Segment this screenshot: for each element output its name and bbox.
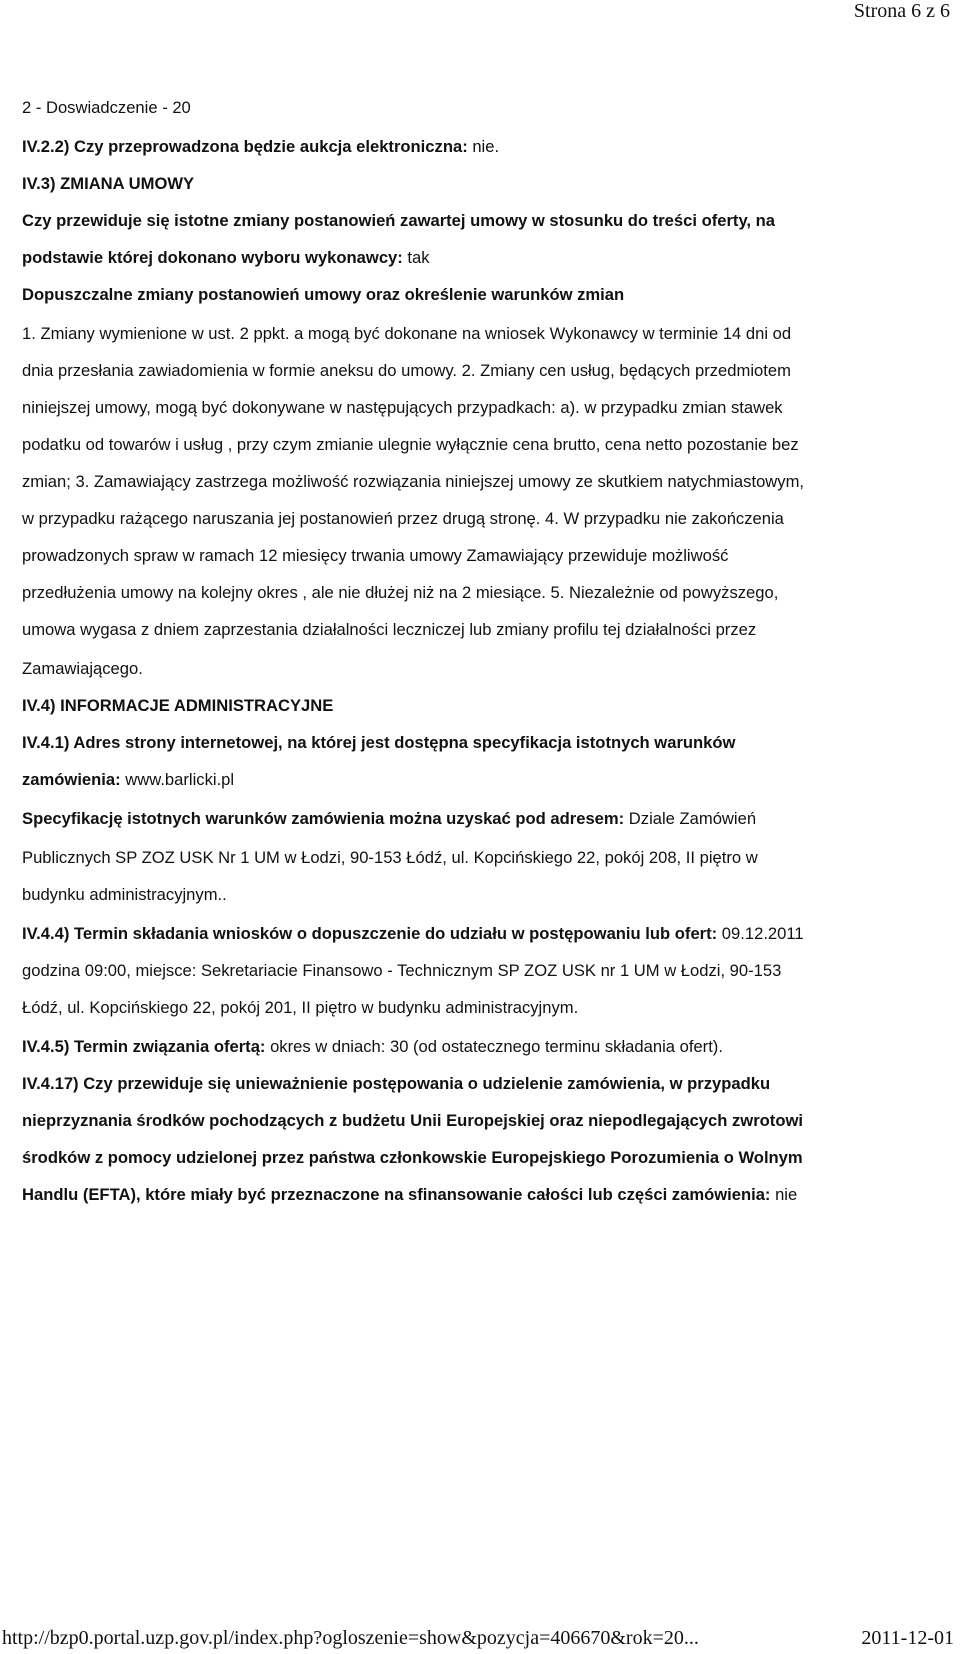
text-run: Zamawiającego. [22,659,143,678]
document-line [22,1185,797,1205]
document-line [22,98,191,118]
bold-text-run: Handlu (EFTA), które miały być przeznaczone na sfinansowanie całości lub części zamówienia: [22,1185,771,1204]
bold-text-run: Czy przewiduje się istotne zmiany postanowień zawartej umowy w stosunku do treści oferty, na [22,211,776,230]
document-line [22,848,758,868]
text-run: 2 - Doswiadczenie - 20 [22,98,191,117]
text-run: dnia przesłania zawiadomienia w formie aneksu do umowy. 2. Zmiany cen usług, będących przedmiotem [22,361,791,380]
bold-text-run: IV.4.1) Adres strony internetowej, na której jest dostępna specyfikacja istotnych warunków [22,733,736,752]
document-line [22,620,756,640]
footer-date: 2011-12-01 [861,1627,954,1649]
bold-text-run: środków z pomocy udzielonej przez państwa członkowskie Europejskiego Porozumienia o Wolnym [22,1148,803,1167]
text-run: godzina 09:00, miejsce: Sekretariacie Finansowo - Technicznym SP ZOZ USK nr 1 UM w Łodzi, 90-153 [22,961,782,980]
text-run: przedłużenia umowy na kolejny okres , ale nie dłużej niż na 2 miesiące. 5. Niezależnie od powyższego, [22,583,779,602]
document-line [22,583,778,603]
document-line [22,1111,803,1131]
bold-text-run: zamówienia: [22,770,121,789]
document-line [22,174,194,194]
text-run: Łódź, ul. Kopcińskiego 22, pokój 201, II piętro w budynku administracyjnym. [22,998,579,1017]
document-line [22,770,234,790]
text-run: okres w dniach: 30 (od ostatecznego terminu składania ofert). [265,1037,723,1056]
text-run: Publicznych SP ZOZ USK Nr 1 UM w Łodzi, 90-153 Łódź, ul. Kopcińskiego 22, pokój 208, II piętro w [22,848,758,867]
document-line [22,659,143,679]
document-line [22,509,784,529]
document-line [22,546,728,566]
footer-url: http://bzp0.portal.uzp.gov.pl/index.php?ogloszenie=show&pozycja=406670&rok=20... [2,1627,699,1649]
bold-text-run: nieprzyznania środków pochodzących z budżetu Unii Europejskiej oraz niepodlegających zwrotowi [22,1111,803,1130]
document-line [22,248,430,268]
document-line [22,998,578,1018]
document-line [22,324,791,344]
text-run: 09.12.2011 [717,924,804,943]
bold-text-run: IV.4.5) Termin związania ofertą: [22,1037,266,1056]
bold-text-run: IV.4) INFORMACJE ADMINISTRACYJNE [22,696,334,715]
document-line [22,961,781,981]
document-line [22,1037,723,1057]
text-run: umowa wygasa z dniem zaprzestania działalności leczniczej lub zmiany profilu tej działalności przez [22,620,757,639]
text-run: tak [402,248,430,267]
document-line [22,733,735,753]
text-run: Dziale Zamówień [624,809,757,828]
text-run: w przypadku rażącego naruszania jej postanowień przez drugą stronę. 4. W przypadku nie zakończenia [22,509,784,528]
document-line [22,361,791,381]
text-run: 1. Zmiany wymienione w ust. 2 ppkt. a mogą być dokonane na wniosek Wykonawcy w terminie 14 dni od [22,324,792,343]
document-line [22,885,227,905]
text-run: zmian; 3. Zamawiający zastrzega możliwość rozwiązania niniejszej umowy ze skutkiem natychmiastowym, [22,472,805,491]
document-line [22,472,804,492]
text-run: niniejszej umowy, mogą być dokonywane w następujących przypadkach: a). w przypadku zmian stawek [22,398,783,417]
text-run: podatku od towarów i usług , przy czym zmianie ulegnie wyłącznie cena brutto, cena netto pozostanie bez [22,435,799,454]
document-line [22,435,799,455]
document-line [22,285,624,305]
document-line [22,1148,803,1168]
text-run: prowadzonych spraw w ramach 12 miesięcy trwania umowy Zamawiający przewiduje możliwość [22,546,729,565]
document-line [22,809,756,829]
bold-text-run: IV.2.2) Czy przeprowadzona będzie aukcja elektroniczna: [22,137,468,156]
text-run: nie. [467,137,500,156]
document-line [22,137,499,157]
bold-text-run: IV.4.4) Termin składania wniosków o dopuszczenie do udziału w postępowaniu lub ofert: [22,924,718,943]
page-number: Strona 6 z 6 [853,0,950,22]
bold-text-run: Dopuszczalne zmiany postanowień umowy oraz określenie warunków zmian [22,285,625,304]
bold-text-run: IV.3) ZMIANA UMOWY [22,174,195,193]
bold-text-run: Specyfikację istotnych warunków zamówienia można uzyskać pod adresem: [22,809,625,828]
bold-text-run: podstawie której dokonano wyboru wykonawcy: [22,248,403,267]
text-run: www.barlicki.pl [120,770,235,789]
text-run: budynku administracyjnym.. [22,885,227,904]
document-line [22,924,804,944]
print-footer [0,1627,960,1654]
text-run: nie [770,1185,798,1204]
document-line [22,398,783,418]
document-line [22,696,333,716]
bold-text-run: IV.4.17) Czy przewiduje się unieważnienie postępowania o udzielenie zamówienia, w przypadku [22,1074,771,1093]
document-line [22,1074,770,1094]
document-line [22,211,775,231]
